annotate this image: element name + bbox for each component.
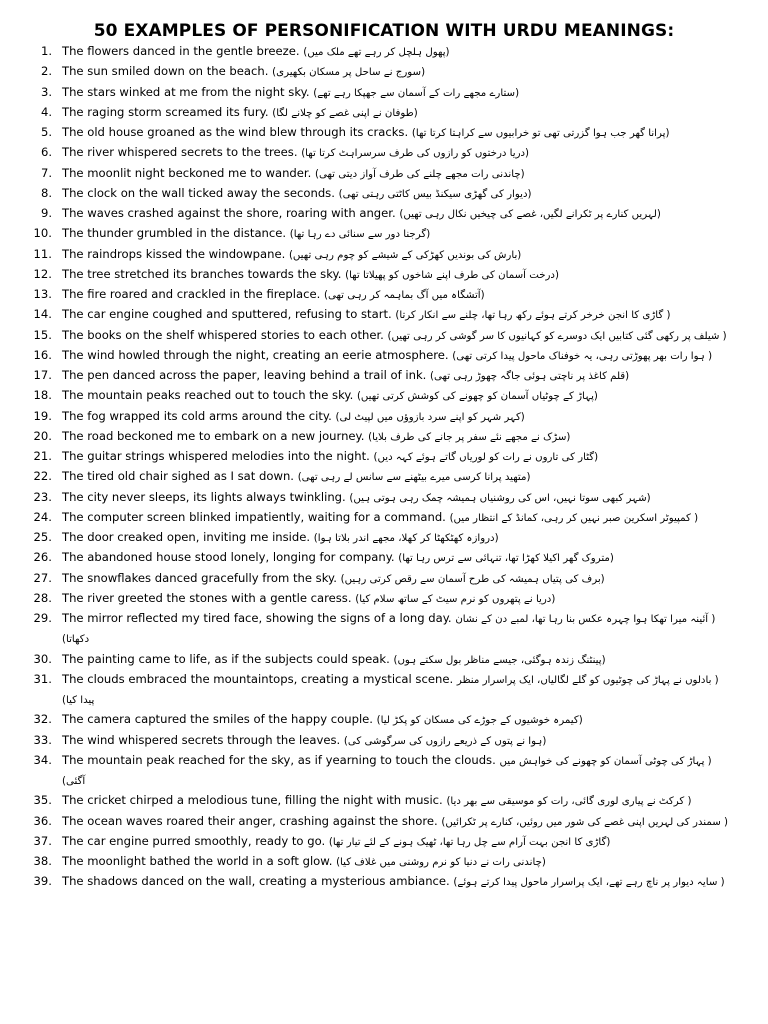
item-number: 27. [33,570,52,585]
urdu-meaning: (درخت آسمان کی طرف اپنے شاخوں کو پھیلاتا تھا) [345,269,559,281]
item-number: 28. [33,590,52,605]
list-item [0,832,768,852]
urdu-meaning: ( شیلف پر رکھی گئی کتابیں ایک دوسرے کو کہانیوں کا سر گوشی کر رہی تھیں) [387,330,727,342]
list-item [0,872,768,892]
urdu-meaning: (قلم کاغذ پر ناچتی ہوئی جاگہ چھوڑ رہی تھی) [430,371,630,382]
item-body [62,366,732,386]
item-number: 1. [40,44,52,58]
urdu-meaning: (سڑک نے مجھے نئے سفر پر جانے کی طرف بلایا) [368,431,571,443]
urdu-meaning: (متروک گھر اکیلا کھڑا تھا، تنہائی سے ترس رہا تھا) [398,553,614,565]
list-item [0,265,768,285]
list-item [0,346,768,366]
item-body [62,710,732,730]
english-sentence: The mountain peak reached for the sky, as if yearning to touch the clouds. [62,752,496,767]
item-body [62,650,732,670]
item-number: 15. [33,327,52,342]
list-item [0,366,768,386]
item-body [62,123,732,143]
list-item [0,852,768,872]
english-sentence: The ocean waves roared their anger, crashing against the shore. [62,813,438,828]
item-body [62,670,732,711]
item-number: 7. [40,165,52,180]
item-number: 19. [33,408,52,423]
item-number: 6. [40,145,52,160]
item-number: 33. [33,732,52,747]
item-number: 8. [40,185,52,200]
item-number: 31. [33,671,52,686]
urdu-meaning: (لہریں کنارے پر ٹکرانے لگیں، غصے کی چیخیں نکال رہی تھیں) [399,209,661,220]
item-number: 29. [33,611,52,625]
english-sentence: The thunder grumbled in the distance. [62,226,287,241]
english-sentence: The tired old chair sighed as I sat down. [62,469,294,484]
item-number: 2. [40,64,52,79]
urdu-meaning: ( بادلوں نے پہاڑ کی چوٹیوں کو گلے لگالیاں، ایک پراسرار منظر پیدا کیا) [62,674,719,706]
item-number: 36. [33,813,52,828]
item-body [62,548,732,568]
urdu-meaning: (پرانا گھر جب ہوا گزرتی تھی تو خرابیوں سے کراہتا کرتا تھا) [411,128,670,139]
item-number: 18. [33,388,52,403]
item-number: 25. [33,530,52,544]
item-number: 24. [33,509,52,524]
list-item [0,123,768,143]
list-item [0,528,768,548]
urdu-meaning: (گرجنا دور سے سنائی دے رہا تھا) [289,229,431,241]
item-number: 14. [33,307,52,322]
urdu-meaning: (چاندنی رات مجھے چلنے کی طرف آواز دیتی تھی) [314,168,525,180]
item-body [62,386,732,406]
item-number: 34. [33,752,52,767]
item-body [62,83,732,103]
item-number: 32. [33,712,52,727]
urdu-meaning: (پینٹنگ زندہ ہوگئی، جیسے مناظر بول سکتے ہوں) [393,654,606,666]
urdu-meaning: ( ہوا رات بھر پھوڑتی رہی، یہ خوفناک ماحول پیدا کرتی تھی) [452,350,713,362]
urdu-meaning: (آتشگاہ میں آگ بماہمہ کر رہی تھی) [324,290,485,301]
urdu-meaning: (دریا درختوں کو رازوں کی طرف سرسراہٹ کرتا تھا) [301,148,530,160]
item-body [62,569,732,589]
list-item [0,184,768,204]
urdu-meaning: (پھول ہلچل کر رہے تھے ملک میں) [303,47,450,58]
english-sentence: The moonlit night beckoned me to wander. [62,165,312,180]
item-body [62,285,732,305]
list-item [0,731,768,751]
item-number: 11. [33,246,52,261]
urdu-meaning: (دروازہ کھٹکھٹا کر کھلا، مجھے اندر بلاتا ہوا) [313,533,499,544]
item-body [62,224,732,244]
urdu-meaning: ( آئینہ میرا تھکا ہوا چہرہ عکس بنا رہا تھا، لمبے دن کے نشان دکھاتا) [62,614,716,646]
item-number: 13. [33,287,52,301]
english-sentence: The car engine purred smoothly, ready to go. [62,833,326,848]
urdu-meaning: ( گاڑی کا انجن خرخر کرتے ہوئے رکھ رہا تھا، چلنے سے انکار کرتا) [395,310,671,322]
english-sentence: The wind howled through the night, creating an eerie atmosphere. [62,347,449,362]
english-sentence: The camera captured the smiles of the happy couple. [62,712,373,727]
list-item [0,488,768,508]
english-sentence: The cricket chirped a melodious tune, filling the night with music. [62,793,443,808]
urdu-meaning: (شہر کبھی سوتا نہیں، اس کی روشنیاں ہمیشہ چمک رہی ہوتی ہیں) [349,492,651,504]
english-sentence: The city never sleeps, its lights always twinkling. [62,489,346,504]
english-sentence: The raindrops kissed the windowpane. [62,246,286,261]
urdu-meaning: (ستارے مجھے رات کے آسمان سے جھپکا رہے تھے) [313,87,520,99]
item-body [62,872,732,892]
urdu-meaning: (متھید پرانا کرسی میرے بیٹھنے سے سانس لے رہی تھی) [297,472,531,484]
list-item [0,407,768,427]
english-sentence: The guitar strings whispered melodies into the night. [62,449,370,463]
list-item [0,589,768,609]
item-number: 10. [33,226,52,241]
english-sentence: The tree stretched its branches towards the sky. [62,266,342,281]
list-item [0,548,768,568]
urdu-meaning: (دریا نے پتھروں کو نرم سیٹ کے ساتھ سلام کیا) [355,593,556,605]
list-item [0,508,768,528]
item-body [62,528,732,548]
item-body [62,407,732,427]
item-number: 20. [33,428,52,443]
list-item [0,83,768,103]
urdu-meaning: (ہوا نے پتوں کے ذریعے رازوں کی سرگوشی کی) [343,735,547,747]
urdu-meaning: (طوفان نے اپنی غصے کو چلانے لگا) [272,107,418,119]
item-body [62,245,732,265]
list-item [0,62,768,82]
item-number: 17. [33,368,52,382]
item-number: 16. [33,347,52,362]
english-sentence: The mountain peaks reached out to touch the sky. [62,388,354,403]
english-sentence: The snowflakes danced gracefully from the sky. [62,570,337,585]
list-item [0,143,768,163]
item-number: 3. [40,84,52,99]
item-body [62,751,732,792]
item-number: 9. [40,206,52,220]
english-sentence: The waves crashed against the shore, roaring with anger. [62,206,396,220]
urdu-meaning: ( سمندر کی لہریں اپنی غصے کی شور میں روئیں، کنارے پر ٹکرائیں) [441,816,728,828]
item-number: 30. [33,651,52,666]
list-item [0,42,768,62]
list-item [0,164,768,184]
item-body [62,812,732,832]
item-body [62,204,732,224]
list-item [0,305,768,325]
english-sentence: The pen danced across the paper, leaving behind a trail of ink. [62,368,427,382]
english-sentence: The old house groaned as the wind blew through its cracks. [62,125,409,139]
urdu-meaning: (کہر شہر کو اپنے سرد بازوؤں میں لپیٹ لی) [335,411,525,423]
item-body [62,467,732,487]
english-sentence: The wind whispered secrets through the leaves. [62,732,341,747]
urdu-meaning: ( سایہ دیوار پر ناچ رہے تھے، ایک پراسرار ماحول پیدا کرتے ہوئے) [453,877,725,889]
urdu-meaning: ( کمپیوٹر اسکرین صبر نہیں کر رہی، کمانڈ کے انتظار میں) [449,512,699,524]
english-sentence: The flowers danced in the gentle breeze. [62,44,300,58]
item-body [62,62,732,82]
item-body [62,488,732,508]
list-item [0,467,768,487]
list-item [0,670,768,711]
item-body [62,346,732,366]
item-body [62,265,732,285]
item-number: 4. [40,104,52,119]
item-body [62,143,732,163]
english-sentence: The abandoned house stood lonely, longing for company. [62,550,395,565]
item-number: 21. [33,449,52,463]
item-number: 39. [33,874,52,889]
item-body [62,427,732,447]
english-sentence: The moonlight bathed the world in a soft glow. [62,854,333,868]
english-sentence: The computer screen blinked impatiently, waiting for a command. [62,509,446,524]
item-body [62,791,732,811]
english-sentence: The car engine coughed and sputtered, refusing to start. [62,307,392,322]
english-sentence: The painting came to life, as if the subjects could speak. [62,651,390,666]
english-sentence: The fire roared and crackled in the fireplace. [62,287,321,301]
item-number: 23. [33,489,52,504]
item-body [62,832,732,852]
item-body [62,731,732,751]
item-number: 22. [33,469,52,484]
item-body [62,103,732,123]
list-item [0,326,768,346]
item-body [62,609,732,650]
list-item [0,751,768,792]
item-number: 38. [33,854,52,868]
urdu-meaning: (گاڑی کا انجن بہت آرام سے چل رہا تھا، ٹھیک ہونے کے لئے تیار تھا) [328,836,611,848]
list-item [0,609,768,650]
english-sentence: The road beckoned me to embark on a new journey. [62,428,365,443]
urdu-meaning: (برف کی پتیاں ہمیشہ کی طرح آسمان سے رقص کرتی رہیں) [340,573,605,585]
item-number: 37. [33,833,52,848]
english-sentence: The fog wrapped its cold arms around the city. [62,408,332,423]
page-title: 50 EXAMPLES OF PERSONIFICATION WITH URDU MEANINGS: [93,21,675,41]
item-number: 35. [33,793,52,808]
english-sentence: The raging storm screamed its fury. [62,104,269,119]
urdu-meaning: (پہاڑ کے چوٹیاں آسمان کو چھونے کی کوشش کرتی تھیں) [356,391,598,403]
english-sentence: The river greeted the stones with a gentle caress. [62,590,352,605]
english-sentence: The stars winked at me from the night sky. [62,84,310,99]
list-item [0,103,768,123]
english-sentence: The clouds embraced the mountaintops, creating a mystical scene. [62,671,454,686]
item-body [62,508,732,528]
item-body [62,326,732,346]
item-number: 12. [33,266,52,281]
list-item [0,204,768,224]
list-item [0,285,768,305]
urdu-meaning: ( پہاڑ کی چوٹی آسمان کو چھونے کی خواہش میں آگئی) [62,755,712,787]
list-item [0,650,768,670]
item-number: 26. [33,550,52,565]
item-body [62,852,732,872]
personification-list [0,42,768,893]
list-item [0,569,768,589]
list-item [0,812,768,832]
item-body [62,184,732,204]
english-sentence: The river whispered secrets to the trees. [62,145,298,160]
urdu-meaning: (سورج نے ساحل پر مسکان بکھیری) [272,67,426,79]
list-item [0,427,768,447]
list-item [0,224,768,244]
english-sentence: The shadows danced on the wall, creating a mysterious ambiance. [62,874,450,889]
list-item [0,386,768,406]
english-sentence: The mirror reflected my tired face, showing the signs of a long day. [62,611,452,625]
urdu-meaning: (کیمرہ خوشیوں کے جوڑے کی مسکان کو پکڑ لیا) [376,715,583,727]
urdu-meaning: ( کرکٹ نے پیاری لوری گائی، رات کو موسیقی سے بھر دیا) [446,796,692,808]
item-body [62,589,732,609]
list-item [0,710,768,730]
urdu-meaning: (بارش کی بوندیں کھڑکی کے شیشے کو چوم رہی تھیں) [288,249,522,261]
english-sentence: The door creaked open, inviting me inside. [62,530,311,544]
list-item [0,447,768,467]
urdu-meaning: (دیوار کی گھڑی سیکنڈ بیس کاٹتی رہتی تھی) [338,188,532,200]
urdu-meaning: (گٹار کی تاروں نے رات کو لوریاں گاتے ہوئے کہہ دیں) [373,452,599,463]
item-body [62,42,732,62]
list-item [0,245,768,265]
urdu-meaning: (چاندنی رات نے دنیا کو نرم روشنی میں غلاف کیا) [336,857,546,868]
english-sentence: The clock on the wall ticked away the seconds. [62,185,335,200]
list-item [0,791,768,811]
item-body [62,164,732,184]
item-number: 5. [40,125,52,139]
item-body [62,447,732,467]
item-body [62,305,732,325]
english-sentence: The books on the shelf whispered stories to each other. [62,327,384,342]
english-sentence: The sun smiled down on the beach. [62,64,269,79]
